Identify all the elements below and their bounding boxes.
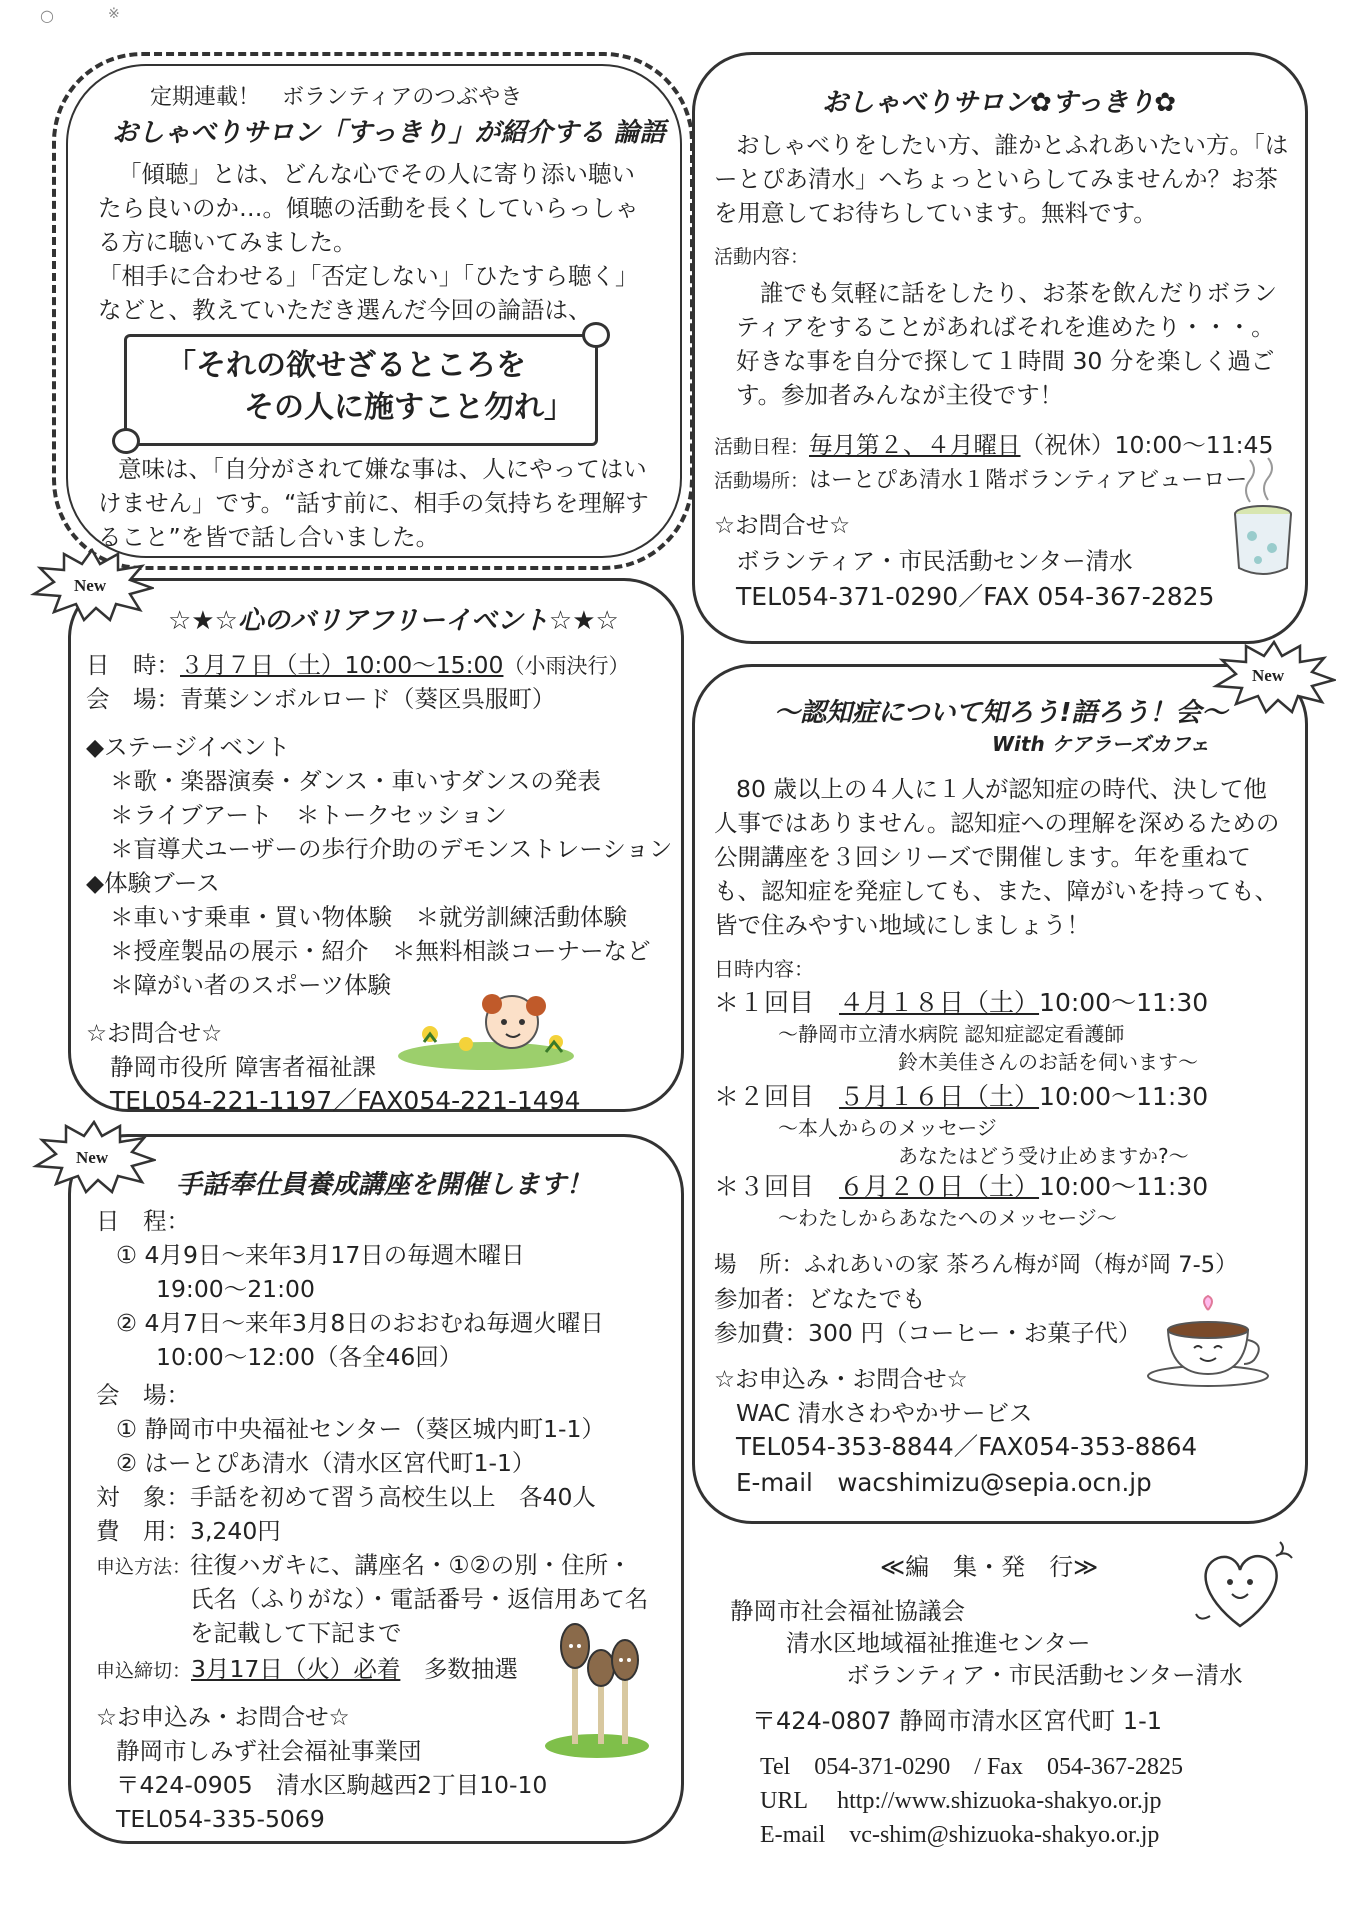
new-badge-label: New [74, 576, 107, 595]
publisher-email: E-mail vc-shim@shizuoka-shakyo.or.jp [760, 1822, 1160, 1848]
event-date [86, 648, 629, 683]
text-line: 好きな事を自分で探して１時間 30 分を楽しく過ご [736, 347, 1275, 375]
salon-contact-tel: TEL054-371-0290／FAX 054-367-2825 [736, 582, 1215, 611]
place-value: はーとぴあ清水１階ボランティアビューロー [809, 468, 1248, 493]
text-line: を用意してお待ちしています。無料です。 [714, 199, 1157, 227]
text-line: 皆で住みやすい地域にしましょう！ [714, 911, 1090, 939]
session-no: ＊１回目 [714, 988, 815, 1017]
publisher-org-3: ボランティア・市民活動センター清水 [846, 1661, 1243, 1689]
text-line: ること”を皆で話し合いました。 [98, 523, 440, 551]
salon-column-kicker: 定期連載！ ボランティアのつぶやき [150, 85, 523, 110]
session-desc: あなたはどう受け止めますか?～ [898, 1144, 1189, 1168]
event-contact-head: ☆お問合せ☆ [86, 1019, 223, 1047]
salon-info-title: おしゃべりサロン✿すっきり✿ [822, 88, 1177, 118]
text-line: ② 4月7日～来年3月8日のおおむね毎週火曜日 [116, 1309, 604, 1337]
tea-cup-illustration [1228, 456, 1298, 580]
quote-line-2: その人に施すこと勿れ」 [244, 391, 574, 424]
session-head [714, 1080, 1208, 1114]
schedule-label: 日時内容： [714, 957, 814, 981]
dementia-contact-head: ☆お申込み・お問合せ☆ [714, 1365, 968, 1393]
activity-place [714, 462, 1247, 498]
event-contact-tel: TEL054-221-1197／FAX054-221-1494 [110, 1086, 581, 1115]
dementia-subtitle: With ケアラーズカフェ [992, 732, 1210, 756]
text-line: たら良いのか…。傾聴の活動を長くしていらっしゃ [98, 194, 639, 222]
text-line: を記載して下記まで [190, 1619, 402, 1647]
sprouts-illustration [542, 1620, 652, 1760]
salon-column-title: おしゃべりサロン「すっきり」が紹介する 論語 [112, 118, 666, 148]
event-contact-org: 静岡市役所 障害者福祉課 [110, 1053, 376, 1081]
event-date-value: ３月７日（土）10:00～15:00 [180, 651, 504, 679]
sign-contact-head: ☆お申込み・お問合せ☆ [96, 1703, 350, 1731]
text-line: 公開講座を３回シリーズで開催します。年を重ねて [714, 843, 1251, 871]
sign-contact-addr: 〒424-0905 清水区駒越西2丁目10-10 [116, 1771, 548, 1799]
publisher-url: URL http://www.shizuoka-shakyo.or.jp [760, 1788, 1162, 1814]
text-line: ーとぴあ清水」へちょっといらしてみませんか？お茶 [714, 165, 1278, 193]
session-no: ＊２回目 [714, 1082, 815, 1111]
sign-deadline [96, 1652, 518, 1688]
corner-mark-asterisk: ※ [108, 6, 120, 22]
salon-contact-head: ☆お問合せ☆ [714, 511, 851, 539]
new-badge-label: New [76, 1148, 109, 1167]
new-badge-label: New [1252, 666, 1285, 685]
list-item: ＊車いす乗車・買い物体験 ＊就労訓練活動体験 [110, 903, 627, 931]
activity-date [714, 428, 1273, 464]
list-item: ＊障がい者のスポーツ体験 [110, 971, 392, 999]
dementia-place: 場 所：ふれあいの家 茶ろん梅が岡（梅が岡 7-5） [714, 1252, 1238, 1278]
publisher-org-1: 静岡市社会福祉協議会 [730, 1597, 965, 1625]
session-desc: ～静岡市立清水病院 認知症認定看護師 [778, 1022, 1125, 1046]
sign-language-title: 手話奉仕員養成講座を開催します！ [176, 1170, 593, 1200]
publisher-head: ≪編 集・発 行≫ [880, 1553, 1099, 1581]
session-head [714, 986, 1208, 1020]
deadline-note: 多数抽選 [423, 1655, 518, 1683]
quote-line-1: 「それの欲せざるところを [166, 349, 526, 382]
date-rest: （祝休）10:00～11:45 [1020, 431, 1274, 459]
event-venue: 会 場：青葉シンボルロード（葵区呉服町） [86, 685, 556, 713]
session-date: ５月１６日（土） [839, 1082, 1040, 1111]
list-item: ＊盲導犬ユーザーの歩行介助のデモンストレーション [110, 835, 673, 863]
list-item: ＊ライブアート ＊トークセッション [110, 801, 507, 829]
text-line: 意味は、「自分がされて嫌な事は、人にやってはい [118, 455, 647, 483]
sign-schedule-label: 日 程： [96, 1207, 190, 1235]
booth-head: ◆体験ブース [86, 869, 220, 897]
list-item: ＊授産製品の展示・紹介 ＊無料相談コーナーなど [110, 937, 651, 965]
publisher-address: 〒424-0807 静岡市清水区宮代町 1-1 [752, 1707, 1163, 1735]
salon-contact-org: ボランティア・市民活動センター清水 [736, 547, 1133, 575]
text-line: る方に聴いてみました。 [98, 228, 357, 256]
session-desc: 鈴木美佳さんのお話を伺います～ [898, 1050, 1198, 1074]
session-desc: ～本人からのメッセージ [778, 1116, 997, 1140]
dementia-participants: 参加者：どなたでも [714, 1285, 926, 1313]
stage-head: ◆ステージイベント [86, 733, 290, 761]
session-date: ４月１８日（土） [839, 988, 1040, 1017]
sign-fee: 費 用：3,240円 [96, 1517, 281, 1545]
barrier-free-title: ☆★☆心のバリアフリーイベント☆★☆ [168, 606, 619, 636]
sign-contact-tel: TEL054-335-5069 [116, 1805, 325, 1833]
publisher-org-2: 清水区地域福祉推進センター [786, 1629, 1091, 1657]
text-line: ① 4月9日～来年3月17日の毎週木曜日 [116, 1241, 525, 1269]
dementia-contact-tel: TEL054-353-8844／FAX054-353-8864 [736, 1432, 1198, 1461]
event-date-label: 日 時： [86, 651, 180, 679]
corner-mark-circle: ○ [40, 6, 54, 25]
text-line: 80 歳以上の４人に１人が認知症の時代、決して他 [736, 775, 1267, 803]
date-label: 活動日程： [714, 436, 810, 458]
session-time: 10:00～11:30 [1039, 1172, 1209, 1201]
text-line: も、認知症を発症しても、また、障がいを持っても、 [714, 877, 1278, 905]
text-line: けません」です。“話す前に、相手の気持ちを理解す [98, 489, 649, 517]
session-date: ６月２０日（土） [839, 1172, 1040, 1201]
list-item: ＊歌・楽器演奏・ダンス・車いすダンスの発表 [110, 767, 601, 795]
publisher-tel: Tel 054-371-0290 / Fax 054-367-2825 [760, 1754, 1183, 1780]
text-line: 「相手に合わせる」「否定しない」「ひたすら聴く」 [98, 262, 639, 290]
session-time: 10:00～11:30 [1039, 988, 1209, 1017]
text-line: 10:00～12:00（各全46回） [156, 1343, 463, 1371]
text-line: ① 静岡市中央福祉センター（葵区城内町1-1） [116, 1415, 605, 1443]
session-desc: ～わたしからあなたへのメッセージ～ [778, 1206, 1117, 1230]
scroll-curl-left [112, 428, 140, 454]
scroll-curl-right [582, 322, 610, 348]
date-value: 毎月第２、４月曜日 [809, 431, 1021, 459]
dementia-fee: 参加費：300 円（コーヒー・お菓子代） [714, 1319, 1142, 1347]
session-head [714, 1170, 1208, 1204]
text-line: などと、教えていただき選んだ今回の論語は、 [98, 296, 592, 324]
dementia-contact-org: WAC 清水さわやかサービス [736, 1399, 1033, 1427]
sign-venue-label: 会 場： [96, 1381, 190, 1409]
dementia-title: ～認知症について知ろう!語ろう！会～ [774, 698, 1228, 728]
deadline-value: 3月17日（火）必着 [191, 1655, 401, 1683]
text-line: ② はーとぴあ清水（清水区宮代町1-1） [116, 1449, 536, 1477]
text-line: 往復ハガキに、講座名・①②の別・住所・ [190, 1551, 632, 1579]
session-no: ＊３回目 [714, 1172, 815, 1201]
text-line: 誰でも気軽に話をしたり、お茶を飲んだりボラン [760, 279, 1277, 307]
heart-mascot-illustration [1190, 1536, 1300, 1636]
event-date-note: （小雨決行） [503, 654, 630, 678]
sign-contact-org: 静岡市しみず社会福祉事業団 [116, 1737, 422, 1765]
dementia-contact-email: E-mail wacshimizu@sepia.ocn.jp [736, 1468, 1152, 1497]
child-illustration [396, 982, 576, 1072]
sign-target: 対 象：手話を初めて習う高校生以上 各40人 [96, 1483, 596, 1511]
coffee-cup-illustration [1146, 1290, 1276, 1390]
text-line: 19:00～21:00 [156, 1275, 315, 1303]
activity-label: 活動内容： [714, 246, 810, 268]
sign-apply-label: 申込方法： [96, 1556, 192, 1578]
text-line: おしゃべりをしたい方、誰かとふれあいたい方。「は [736, 131, 1289, 159]
text-line: 人事ではありません。認知症への理解を深めるための [714, 809, 1280, 837]
session-time: 10:00～11:30 [1039, 1082, 1209, 1111]
text-line: ティアをすることがあればそれを進めたり・・・。 [736, 313, 1275, 341]
place-label: 活動場所： [714, 470, 810, 492]
text-line: 「傾聴」とは、どんな心でその人に寄り添い聴い [118, 160, 635, 188]
text-line: す。参加者みんなが主役です！ [736, 381, 1064, 409]
text-line: 氏名（ふりがな）・電話番号・返信用あて名 [190, 1585, 649, 1613]
deadline-label: 申込締切： [96, 1660, 192, 1682]
